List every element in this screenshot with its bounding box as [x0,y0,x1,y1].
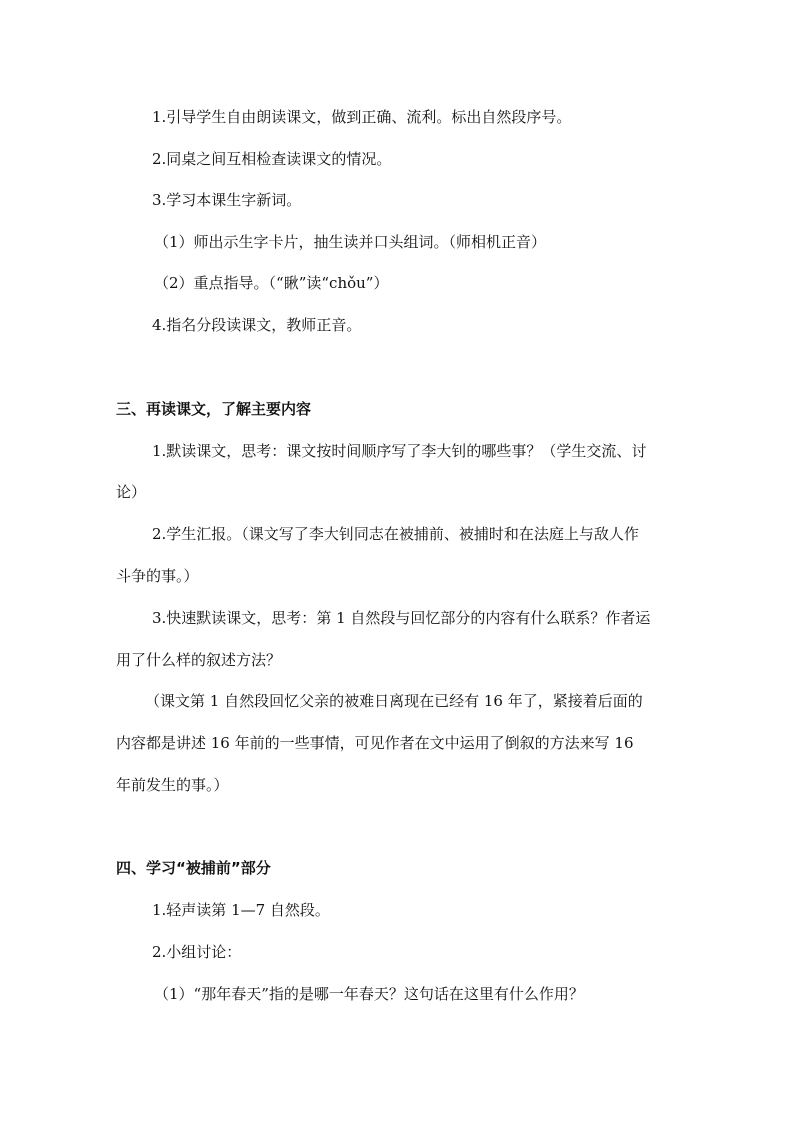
paragraph-line: 3.快速默读课文，思考：第 1 自然段与回忆部分的内容有什么联系？作者运 [152,609,651,627]
list-item: （1）师出示生字卡片，抽生读并口头组词。（师相机正音） [154,233,547,251]
list-item: 2.同桌之间互相检查读课文的情况。 [152,150,392,168]
section-heading: 四、学习“被捕前”部分 [116,859,271,877]
list-item: 3.学习本课生字新词。 [152,191,302,209]
list-item: 1.引导学生自由朗读课文，做到正确、流利。标出自然段序号。 [152,108,572,126]
paragraph-line: 1.默读课文，思考：课文按时间顺序写了李大钊的哪些事？（学生交流、讨 [152,442,647,460]
paragraph-line: 年前发生的事。） [116,776,229,794]
list-item: 2.小组讨论： [152,943,242,961]
paragraph-line: 论） [116,483,147,501]
paragraph-line: 内容都是讲述 16 年前的一些事情，可见作者在文中运用了倒叙的方法来写 16 [116,734,634,752]
section-heading: 三、再读课文，了解主要内容 [116,400,312,418]
list-item: 1.轻声读第 1—7 自然段。 [152,901,330,919]
list-item: （2）重点指导。（“瞅”读“chǒu”） [154,274,389,292]
paragraph-line: 用了什么样的叙述方法？ [116,651,282,669]
list-item: 4.指名分段读课文，教师正音。 [152,316,362,334]
list-item: （1）“那年春天”指的是哪一年春天？这句话在这里有什么作用？ [154,985,584,1003]
paragraph-line: 2.学生汇报。（课文写了李大钊同志在被捕前、被捕时和在法庭上与敌人作 [152,525,639,543]
paragraph-line: （课文第 1 自然段回忆父亲的被难日离现在已经有 16 年了，紧接着后面的 [145,692,643,710]
paragraph-line: 斗争的事。） [116,567,199,585]
